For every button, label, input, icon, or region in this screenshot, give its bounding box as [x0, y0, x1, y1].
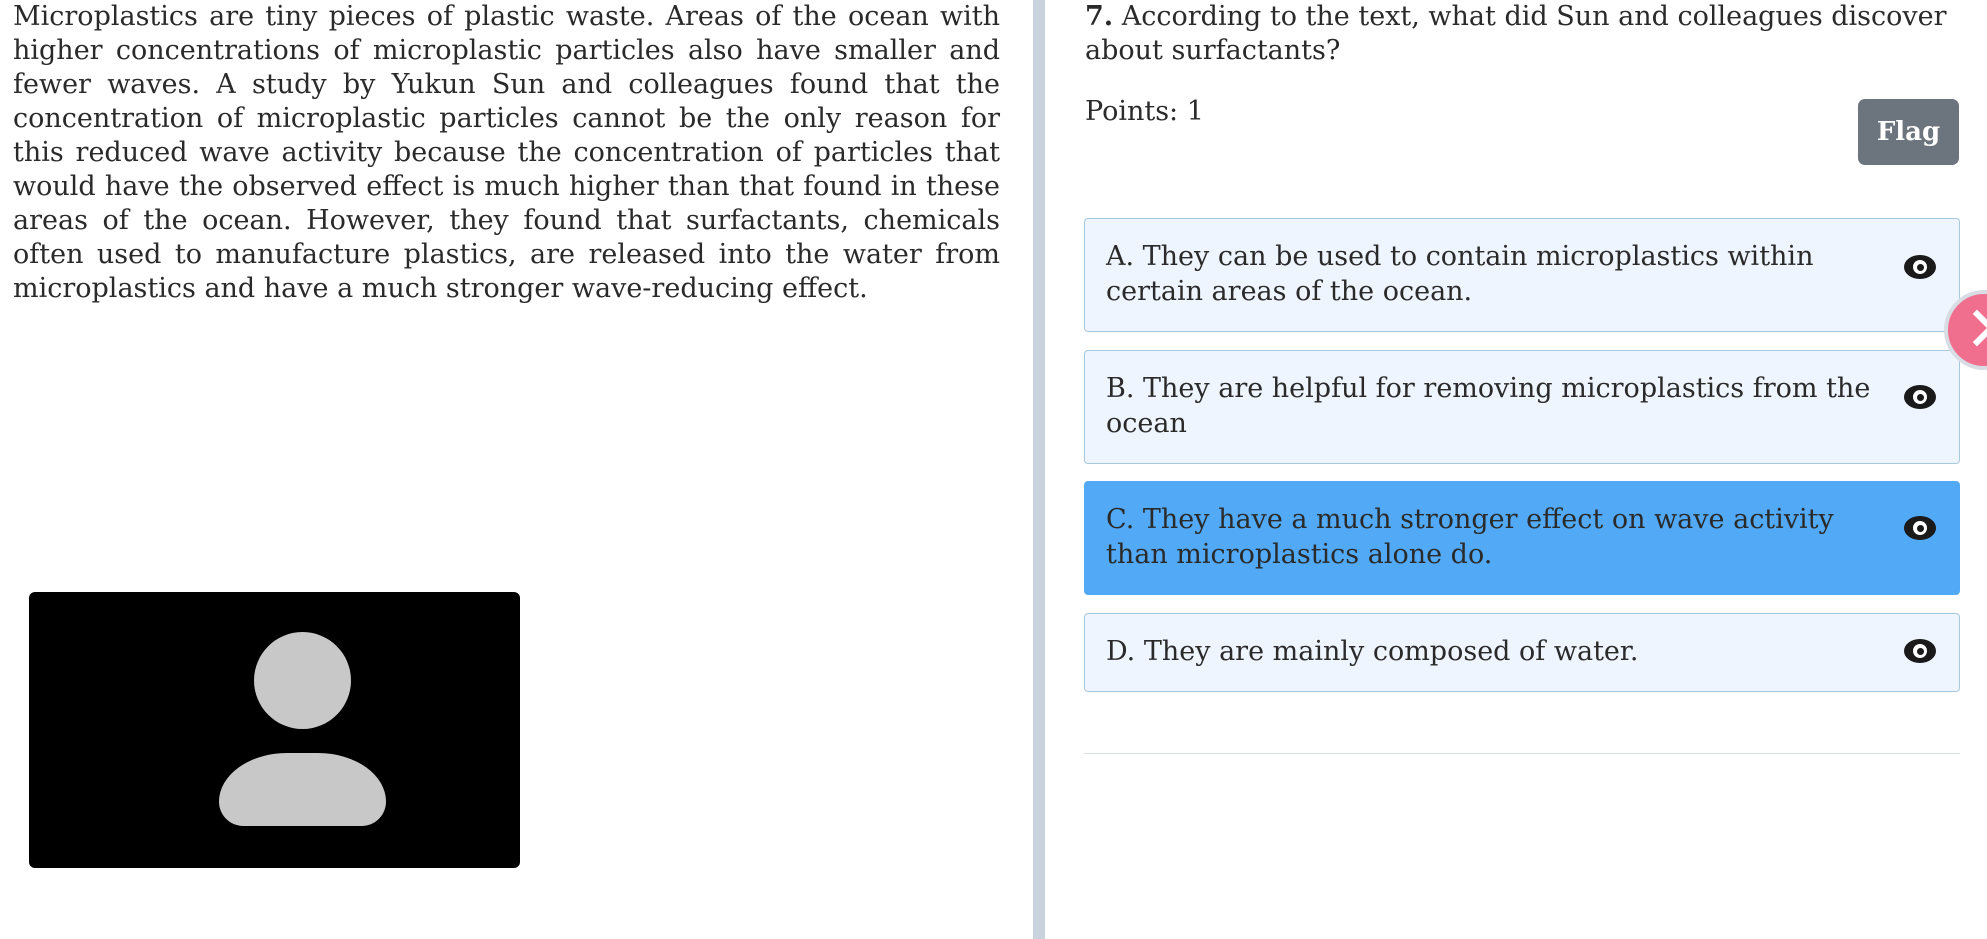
eye-icon[interactable]: [1904, 516, 1936, 540]
answer-option-label: D. They are mainly composed of water.: [1106, 636, 1639, 667]
answer-option-label: A. They can be used to contain microplastics within certain areas of the ocean.: [1106, 241, 1814, 307]
answer-option-a[interactable]: [1084, 218, 1960, 332]
divider-line: [1084, 753, 1960, 754]
eye-icon[interactable]: [1904, 639, 1936, 663]
user-silhouette-body: [219, 753, 386, 826]
passage-text: Microplastics are tiny pieces of plastic waste. Areas of the ocean with higher concentrations of microplastic particles also have smaller and fewer waves. A study by Yukun Sun and colleagues found that the concentration of microplastic particles cannot be the only reason for this reduced wave activity because the concentration of particles that would have the observed effect is much higher than that found in these areas of the ocean. However, they found that surfactants, chemicals often used to manufacture plastics, are released into the water from microplastics and have a much stronger wave-reducing effect.: [13, 1, 1000, 304]
question-prompt: [1085, 0, 1965, 68]
eye-icon[interactable]: [1904, 385, 1936, 409]
camera-preview: [29, 592, 520, 868]
answer-option-b[interactable]: [1084, 350, 1960, 464]
flag-button[interactable]: Flag: [1858, 99, 1959, 165]
points-label: Points: 1: [1085, 96, 1204, 127]
user-silhouette-icon: [254, 632, 351, 729]
question-number: 7.: [1085, 1, 1114, 32]
answer-option-d[interactable]: [1084, 613, 1960, 692]
answer-option-label: C. They have a much stronger effect on wave activity than microplastics alone do.: [1106, 504, 1834, 570]
question-pane: [1045, 0, 1987, 939]
eye-icon[interactable]: [1904, 255, 1936, 279]
chevron-right-icon: [1959, 310, 1987, 347]
answer-option-c[interactable]: [1084, 481, 1960, 595]
pane-divider[interactable]: [1033, 0, 1045, 939]
question-text: According to the text, what did Sun and colleagues discover about surfactants?: [1085, 1, 1947, 66]
answer-option-label: B. They are helpful for removing microplastics from the ocean: [1106, 373, 1871, 439]
